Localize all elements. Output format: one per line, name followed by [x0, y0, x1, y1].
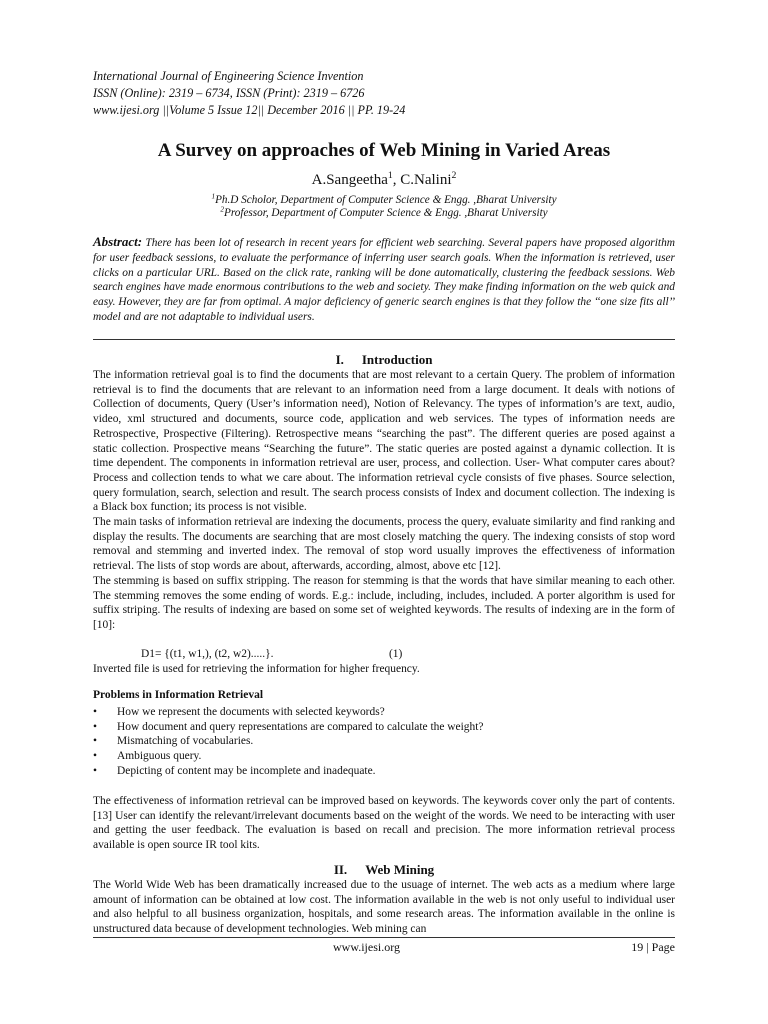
equation-1-text: D1= {(t1, w1,), (t2, w2).....}. — [141, 648, 274, 660]
problems-list — [93, 705, 675, 779]
affiliation-1-sup: 1 — [211, 192, 216, 201]
bullet-icon: • — [93, 720, 98, 733]
list-item — [93, 764, 675, 779]
section-2-number: II. — [333, 862, 348, 877]
section-1-title: Introduction — [361, 352, 433, 367]
bullet-icon: • — [93, 706, 98, 718]
footer-divider — [93, 937, 675, 938]
list-item — [93, 749, 675, 764]
list-item-text: Depicting of content may be incomplete and inadequate. — [117, 764, 376, 777]
equation-1 — [141, 648, 403, 660]
list-item-text: Ambiguous query. — [117, 750, 202, 763]
journal-header — [93, 68, 693, 119]
affiliation-1-text: Ph.D Scholor, Department of Computer Science & Engg. ,Bharat University — [215, 194, 557, 206]
affiliations — [93, 194, 675, 220]
footer-page-number: 19 | Page — [631, 940, 675, 954]
abstract-label: Abstract: — [93, 234, 143, 249]
affiliation-1 — [93, 194, 675, 207]
section-1-paragraph-3: The stemming is based on suffix stripping. The reason for stemming is that the words that have similar meaning to each other. The stemming removes the some ending of words. E.g.: include, including, includes, included. A porter algorithm is used for suffix striping. The results of indexing are based on some set of weighted keywords. The results of indexing are in the form of [10]: — [93, 574, 675, 631]
bullet-icon: • — [93, 735, 98, 748]
author-separator: , — [392, 172, 401, 188]
list-item — [93, 720, 675, 735]
affiliation-2-sup: 2 — [220, 205, 224, 214]
bullet-icon: • — [93, 764, 98, 777]
abstract-text: There has been lot of research in recent years for efficient web searching. Several papers have proposed algorithm for user feedback sessions, to evaluate the performance of inferring user search goals. When the information is retrieved, user clicks on a particular URL. Based on the click rate, ranking will be done automatically, clustering the feedback sessions. Web search engines have made enormous contributions to the web and society. They make finding information on the web quick and easy. However, they are far from optimal. A major deficiency of generic search engines is that they follow the ‘‘one size fits all’’ model and are not adaptable to individual users. — [93, 237, 675, 323]
section-2-paragraph-1: The World Wide Web has been dramatically increased due to the usuage of internet. The web acts as a medium where large amount of information can be obtained at low cost. The information available in the web is not only useful to individual user and also helpful to all business organization, hospitals, and some research areas. The information available in the online is unstructured data because of development technologies. Web mining can — [93, 879, 675, 936]
problems-paragraph-wrap — [93, 794, 675, 853]
abstract — [93, 235, 675, 325]
affiliation-2-text: Professor, Department of Computer Science & Engg. ,Bharat University — [223, 207, 548, 219]
list-item — [93, 705, 675, 720]
list-item — [93, 734, 675, 749]
section-2-body — [93, 878, 675, 937]
problems-paragraph: The effectiveness of information retrieval can be improved based on keywords. The keywords cover only the part of contents.[13] User can identify the relevant/irrelevant documents based on the weight of the words. We need to be interacting with user and getting the user feedback. The evaluation is based on recall and precision. The more information retrieval process available is open source IR tool kits. — [93, 795, 675, 852]
section-2-title: Web Mining — [365, 862, 435, 877]
section-1-paragraph-4: Inverted file is used for retrieving the information for higher frequency. — [93, 663, 420, 675]
journal-issue: www.ijesi.org ||Volume 5 Issue 12|| December 2016 || PP. 19-24 — [93, 103, 406, 117]
bullet-icon: • — [93, 750, 98, 763]
section-1-paragraph-1: The information retrieval goal is to find the documents that are most relevant to a certain Query. The problem of information retrieval is to find the documents that are relevant to an information need from a large document. It deals with notions of Collection of documents, Query (User’s information need), Notion of Relevancy. The types of information’s are text, audio, video, xml structured and documents, source code, application and web services. The types of information needs are Retrospective, Prospective (Filtering). Retrospective means “searching the past”. The different queries are posed against a static collection. Prospective means “Searching the future”. The static queries are posted against a dynamic collection. It is time dependent. The components in information retrieval are user, process, and collection. User- What computer cares about? Process and collection tends to what we care about. The information retrieval cycle consists of five phases. Source selection, query formulation, search, selection and result. The search process consists of Index and document collection. The indexing is a Black box function; its process is not visible. — [93, 369, 675, 514]
abstract-divider — [93, 339, 675, 340]
author-2: C.Nalini — [400, 172, 452, 188]
affiliation-2 — [93, 207, 675, 220]
list-item-text: How document and query representations are compared to calculate the weight? — [117, 720, 484, 733]
section-1-number: I. — [335, 352, 344, 367]
equation-1-number: (1) — [389, 648, 403, 660]
problems-heading: Problems in Information Retrieval — [93, 689, 264, 701]
list-item-text: How we represent the documents with selected keywords? — [117, 706, 385, 718]
paper-title: A Survey on approaches of Web Mining in Varied Areas — [157, 140, 611, 161]
author-2-sup: 2 — [451, 170, 457, 181]
author-1-sup: 1 — [387, 170, 393, 181]
journal-issn: ISSN (Online): 2319 – 6734, ISSN (Print): 2319 – 6726 — [93, 86, 365, 100]
author-line — [93, 172, 675, 189]
footer-site: www.ijesi.org — [333, 940, 400, 954]
section-1-paragraph-2: The main tasks of information retrieval are indexing the documents, process the query, evaluate similarity and find ranking and display the results. The documents are searching that are most closely matching the query. The indexing consists of stop word removal and stemming and inverted index. The removal of stop word usually improves the effectiveness of information retrieval. The lists of stop words are about, afterwards, according, almost, above etc [12]. — [93, 516, 675, 573]
author-1: A.Sangeetha — [311, 172, 388, 188]
list-item-text: Mismatching of vocabularies. — [117, 735, 254, 748]
section-1-paragraph-4-wrap — [93, 662, 675, 677]
section-1-heading — [93, 352, 675, 368]
journal-name: International Journal of Engineering Science Invention — [93, 69, 364, 83]
section-2-heading — [93, 862, 675, 878]
section-1-body — [93, 368, 675, 633]
